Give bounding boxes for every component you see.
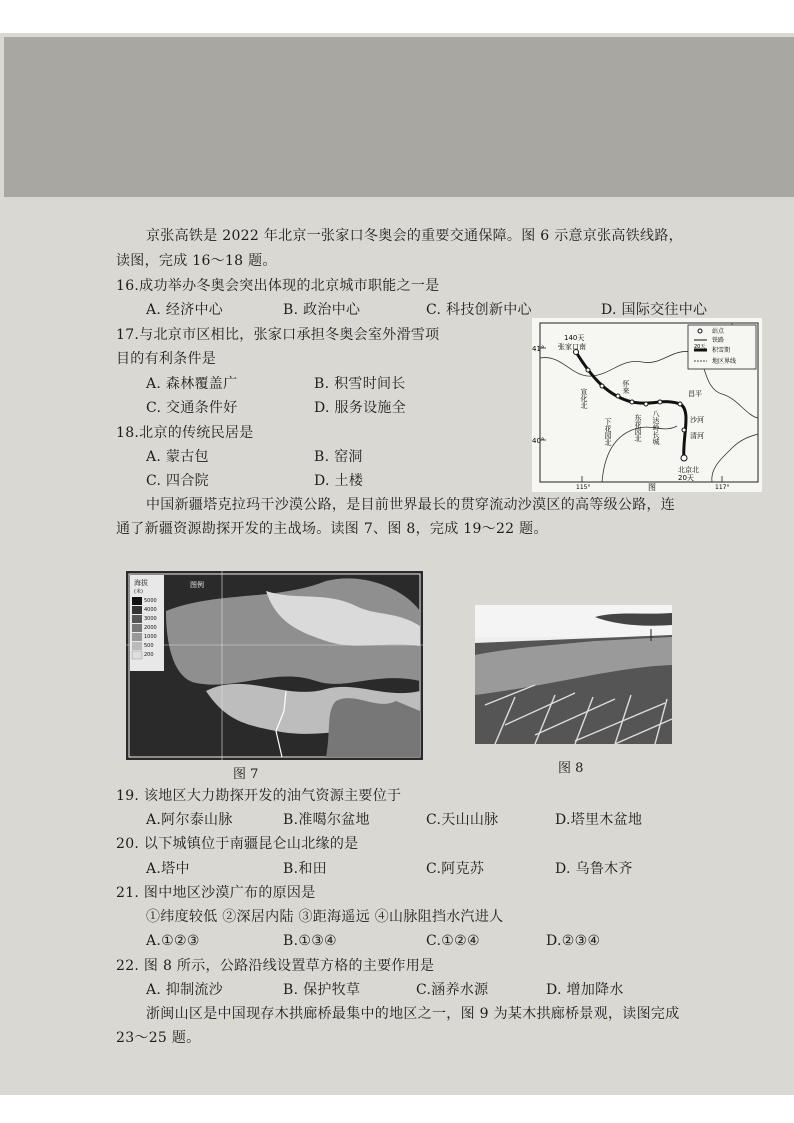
figure-8-photo: [475, 605, 672, 744]
figure-7-elevation-map: [126, 571, 423, 760]
latitude-label: 40°: [532, 437, 545, 445]
figure-6-caption: 图: [648, 483, 656, 492]
svg-text:积雪期: 积雪期: [712, 347, 731, 354]
station-label: 张家口南: [558, 343, 586, 351]
svg-text:铁路: 铁路: [712, 337, 725, 344]
snow-days-label: 140天: [564, 334, 585, 342]
station-label: 下花园北: [604, 418, 612, 446]
question-16-option-b[interactable]: B. 政治中心: [283, 302, 361, 318]
question-17-stem: 17.与北京市区相比，张家口承担冬奥会室外滑雪项: [116, 327, 440, 343]
question-18-option-a[interactable]: A. 蒙古包: [146, 449, 209, 465]
question-16-option-a[interactable]: A. 经济中心: [146, 302, 224, 318]
svg-text:3000: 3000: [144, 616, 157, 622]
svg-text:200: 200: [144, 652, 154, 658]
mountain-area: [326, 698, 420, 757]
longitude-label: 115°: [576, 484, 591, 491]
question-19-option-c[interactable]: C.天山山脉: [426, 812, 499, 828]
question-22-option-b[interactable]: B. 保护牧草: [283, 982, 361, 998]
station-label: 沙河: [690, 416, 704, 424]
intro-paragraph-line: 京张高铁是 2022 年北京一张家口冬奥会的重要交通保障。图 6 示意京张高铁线路，: [146, 228, 683, 244]
question-16-option-c[interactable]: C. 科技创新中心: [426, 302, 532, 318]
question-18-option-c[interactable]: C. 四合院: [146, 473, 209, 489]
question-20-option-d[interactable]: D. 乌鲁木齐: [555, 861, 633, 877]
figure-7-legend: [130, 575, 164, 671]
station-label: 东花园北: [634, 414, 642, 442]
question-21-option-c[interactable]: C.①②④: [426, 933, 480, 949]
question-22-option-d[interactable]: D. 增加降水: [546, 982, 624, 998]
place-label: 怀来: [622, 380, 630, 394]
question-22-option-a[interactable]: A. 抑制流沙: [146, 982, 224, 998]
intro-paragraph-line: 中国新疆塔克拉玛干沙漠公路，是目前世界最长的贯穿流动沙漠区的高等级公路，连: [146, 497, 676, 513]
question-17-stem: 目的有利条件是: [116, 351, 217, 367]
question-19-option-b[interactable]: B.准噶尔盆地: [283, 812, 370, 828]
figure-7-caption: 图 7: [233, 767, 259, 782]
question-16-stem: 16.成功举办冬奥会突出体现的北京城市职能之一是: [116, 278, 440, 294]
svg-text:(米): (米): [134, 589, 143, 595]
longitude-label: 117°: [715, 484, 730, 491]
question-19-option-a[interactable]: A.阿尔泰山脉: [146, 812, 233, 828]
intro-paragraph-line: 通了新疆资源勘探开发的主战场。读图 7、图 8，完成 19～22 题。: [116, 521, 548, 537]
question-20-option-a[interactable]: A.塔中: [146, 861, 190, 877]
question-18-option-d[interactable]: D. 土楼: [314, 473, 364, 489]
svg-text:5000: 5000: [144, 598, 157, 604]
station-label: 清河: [690, 432, 704, 440]
figure-6-legend: [688, 325, 756, 369]
station-label: 北京北: [678, 466, 699, 474]
redacted-header-block: [4, 37, 794, 197]
svg-text:站点: 站点: [712, 328, 725, 335]
question-21-option-a[interactable]: A.①②③: [146, 933, 200, 949]
station-label: 八达岭长城: [652, 410, 660, 445]
svg-text:2000: 2000: [144, 625, 157, 631]
svg-text:海拔: 海拔: [134, 579, 148, 587]
svg-text:4000: 4000: [144, 607, 157, 613]
intro-paragraph-line: 读图，完成 16～18 题。: [116, 253, 277, 269]
question-21-option-b[interactable]: B.①③④: [283, 933, 337, 949]
question-17-option-a[interactable]: A. 森林覆盖广: [146, 376, 238, 392]
question-17-option-c[interactable]: C. 交通条件好: [146, 400, 238, 416]
question-17-option-b[interactable]: B. 积雪时间长: [314, 376, 406, 392]
question-18-option-b[interactable]: B. 窑洞: [314, 449, 363, 465]
question-22-stem: 22. 图 8 所示，公路沿线设置草方格的主要作用是: [116, 958, 435, 974]
svg-text:地区界线: 地区界线: [712, 358, 737, 365]
question-19-option-d[interactable]: D.塔里木盆地: [555, 812, 643, 828]
svg-text:1000: 1000: [144, 634, 157, 640]
station-label: 昌平: [688, 390, 702, 398]
svg-text:20天: 20天: [694, 344, 706, 350]
map-label: 图例: [190, 581, 204, 589]
intro-paragraph-line: 23～25 题。: [116, 1030, 201, 1046]
question-20-stem: 20. 以下城镇位于南疆昆仑山北缘的是: [116, 836, 359, 852]
station-label: 宣化北: [580, 388, 588, 409]
svg-text:500: 500: [144, 643, 154, 649]
question-22-option-c[interactable]: C.涵养水源: [416, 982, 489, 998]
intro-paragraph-line: 浙闽山区是中国现存木拱廊桥最集中的地区之一，图 9 为某木拱廊桥景观，读图完成: [146, 1006, 680, 1022]
question-21-reasons: ①纬度较低 ②深居内陆 ③距海遥远 ④山脉阻挡水汽进人: [146, 909, 504, 925]
question-16-option-d[interactable]: D. 国际交往中心: [601, 302, 708, 318]
question-17-option-d[interactable]: D. 服务设施全: [314, 400, 407, 416]
figure-8-caption: 图 8: [558, 761, 584, 776]
figure-6-railway-map: [532, 318, 762, 492]
snow-days-label: 20天: [678, 474, 694, 482]
question-18-stem: 18.北京的传统民居是: [116, 425, 254, 441]
question-19-stem: 19. 该地区大力勘探开发的油气资源主要位于: [116, 788, 402, 804]
question-20-option-c[interactable]: C.阿克苏: [426, 861, 485, 877]
question-21-stem: 21. 图中地区沙漠广布的原因是: [116, 885, 316, 901]
question-21-option-d[interactable]: D.②③④: [546, 933, 601, 949]
latitude-label: 41°: [532, 345, 545, 353]
question-20-option-b[interactable]: B.和田: [283, 861, 327, 877]
